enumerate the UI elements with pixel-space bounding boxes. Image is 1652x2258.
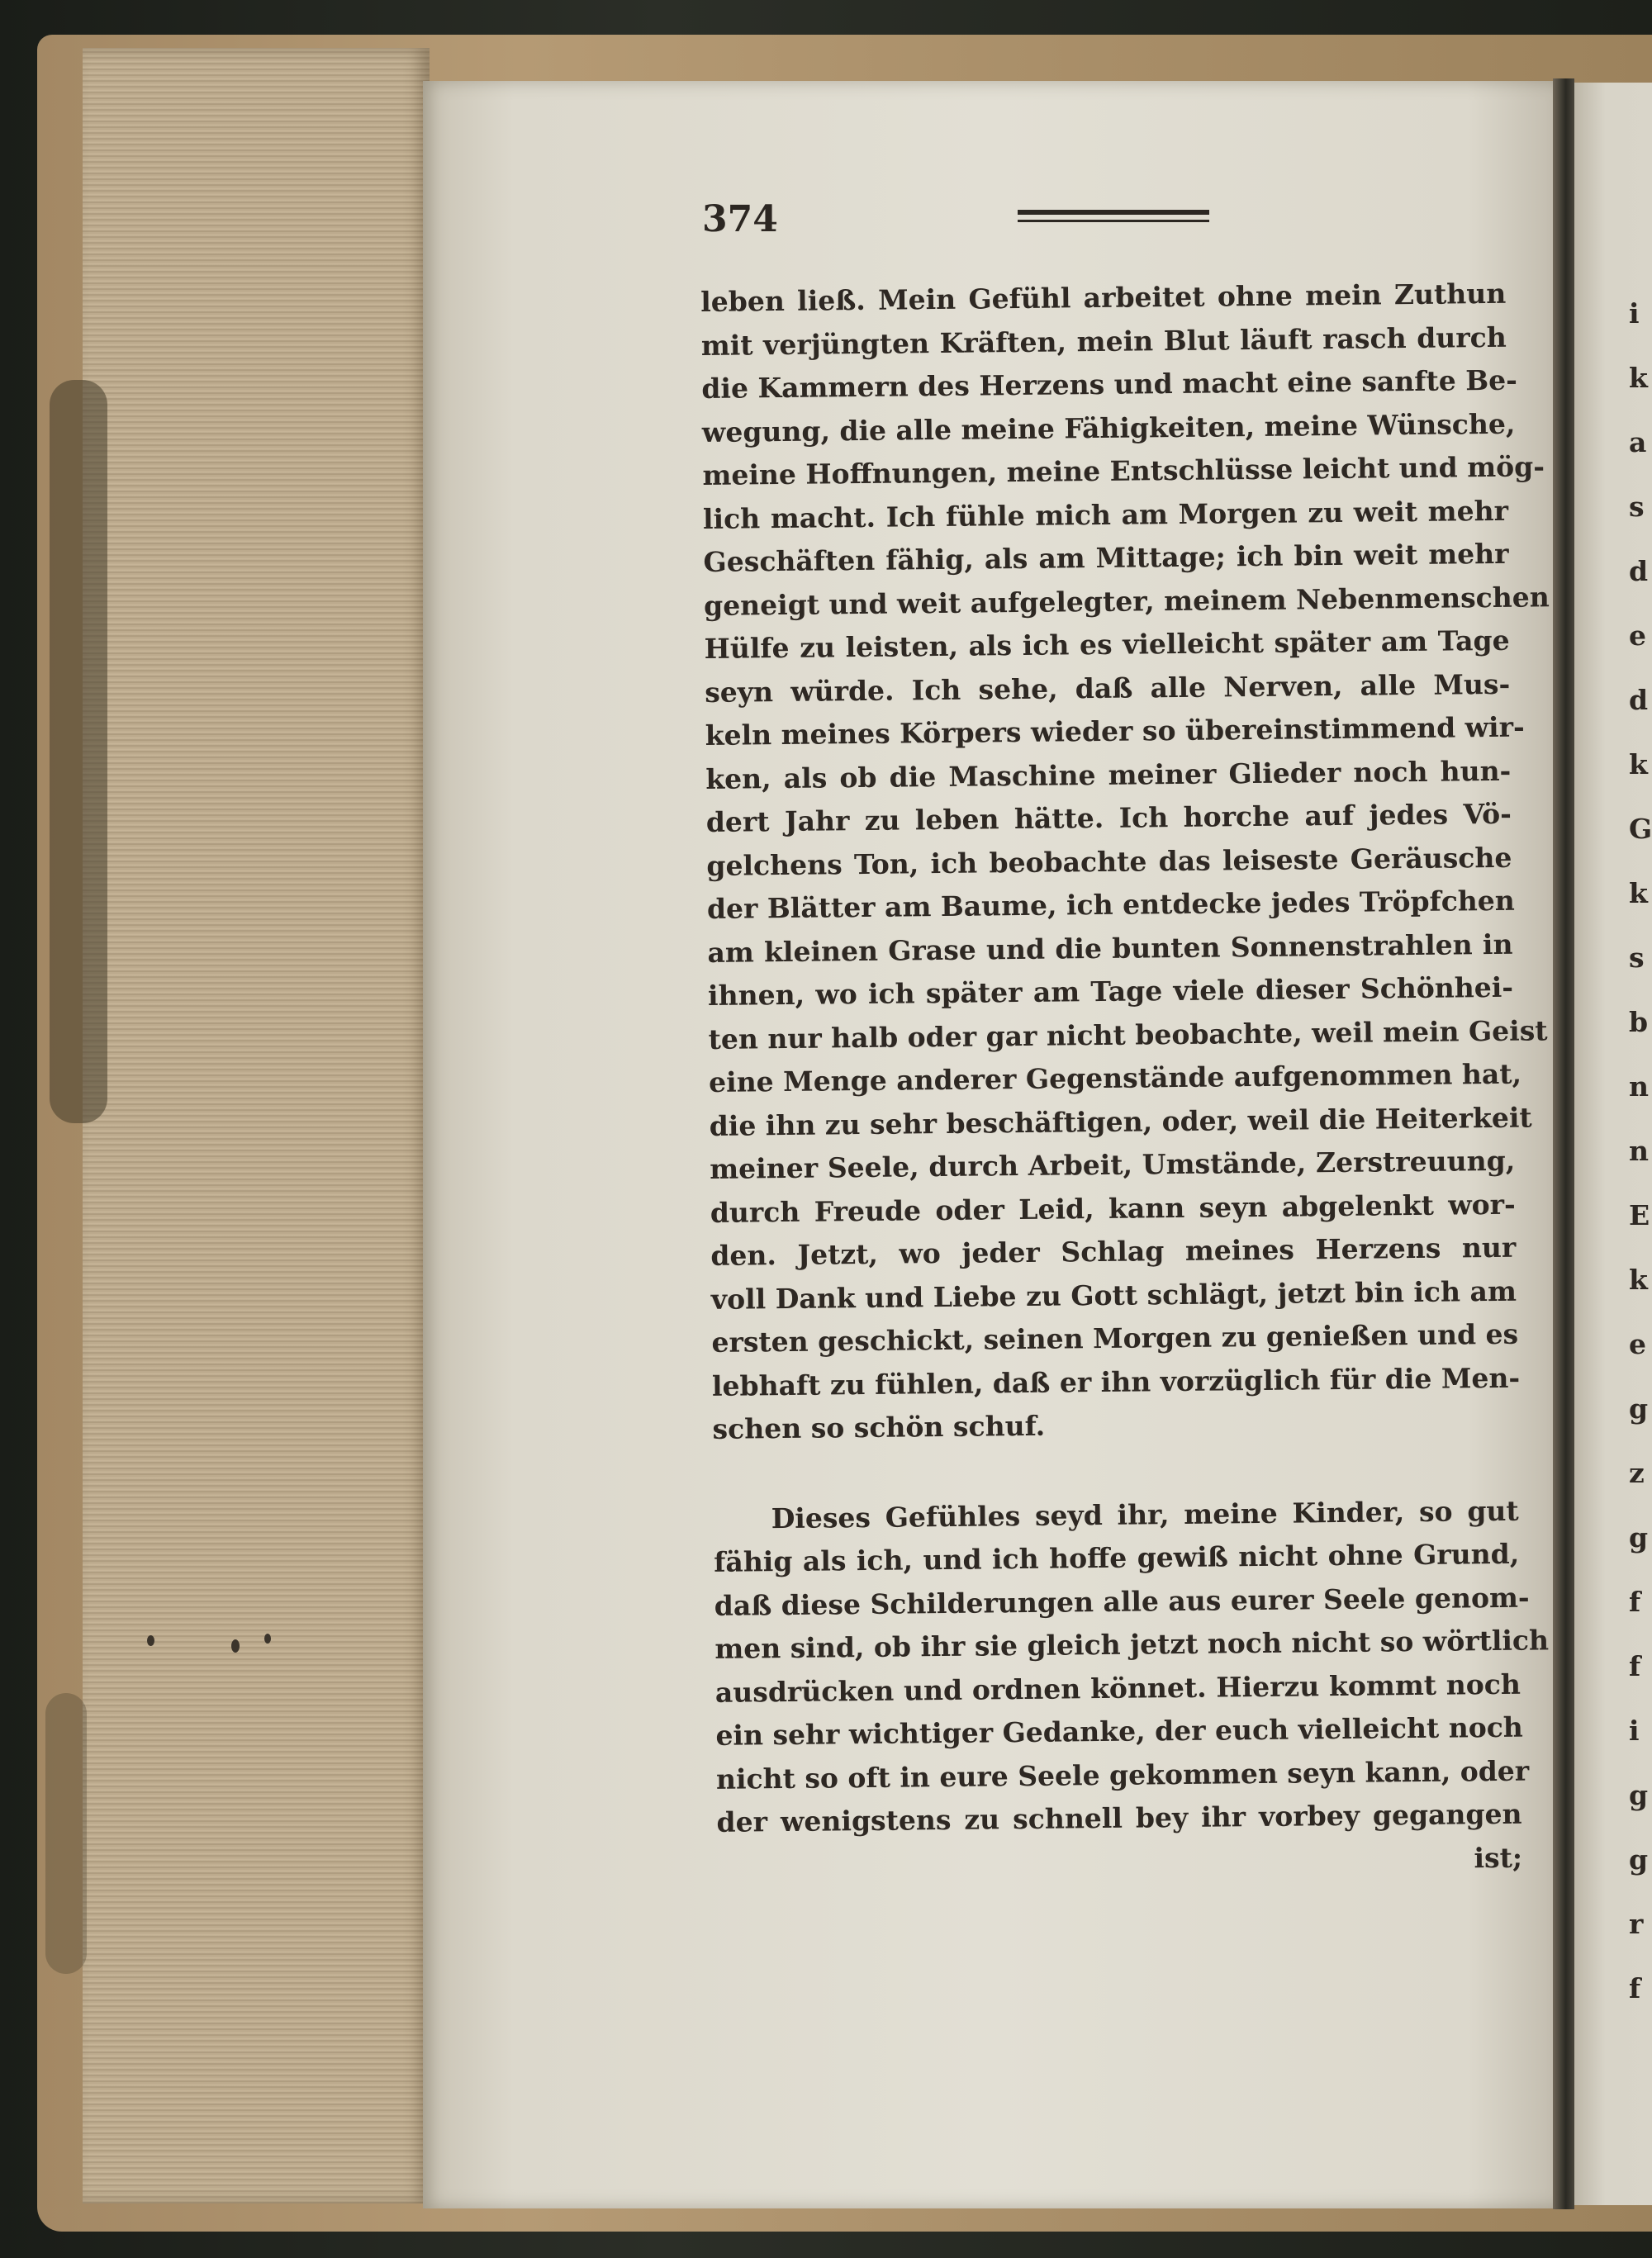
binding-dot [264,1634,271,1644]
text-line: leben ließ. Mein Gefühl arbeitet ohne mein Zuthun [700,277,1507,318]
catchword: ist; [1474,1841,1523,1874]
facing-page-letter: f [1629,1650,1641,1682]
facing-page-letter: k [1629,1264,1648,1296]
facing-page-letter: G [1629,813,1652,845]
facing-page-letter: k [1629,748,1648,780]
text-line: ersten geschickt, seinen Morgen zu genießen und es [711,1317,1519,1359]
facing-page-letter: f [1629,1972,1641,2004]
book-gutter [1553,78,1574,2209]
text-line: durch Freude oder Leid, kann seyn abgelenkt wor- [710,1188,1516,1229]
binding-dot [231,1639,240,1653]
text-line: Geschäften fähig, als am Mittage; ich bin weit mehr [703,537,1509,578]
text-line: eine Menge anderer Gegenstände aufgenommen hat, [708,1057,1522,1098]
facing-page-letter: s [1629,491,1645,523]
header-rule [1018,210,1209,215]
text-line: meine Hoffnungen, meine Entschlüsse leicht und mög- [702,450,1545,491]
text-line: nicht so oft in eure Seele gekommen seyn kann, oder [715,1754,1530,1795]
facing-page-letter: g [1629,1392,1649,1425]
facing-page-letter: s [1629,942,1645,974]
facing-page-letter: b [1629,1006,1649,1038]
text-line: geneigt und weit aufgelegter, meinem Nebenmenschen [703,580,1550,622]
facing-page-letter: n [1629,1135,1649,1167]
text-line: men sind, ob ihr sie gleich jetzt noch nicht so wörtlich [714,1624,1550,1665]
text-line: ein sehr wichtiger Gedanke, der euch vielleicht noch [715,1710,1524,1752]
text-line: der wenigstens zu schnell bey ihr vorbey gegangen [716,1797,1522,1838]
text-line: lebhaft zu fühlen, daß er ihn vorzüglich für die Men- [711,1361,1521,1402]
facing-page-letter: f [1629,1586,1641,1618]
text-line: ten nur halb oder gar nicht beobachte, weil mein Geist [708,1013,1548,1055]
text-line: wegung, die alle meine Fähigkeiten, meine Wünsche, [701,407,1516,448]
text-line: gelchens Ton, ich beobachte das leiseste Geräusche [706,841,1512,882]
text-line: lich macht. Ich fühle mich am Morgen zu weit mehr [702,494,1509,535]
text-line: seyn würde. Ich sehe, daß alle Nerven, alle Mus- [705,667,1511,709]
text-line: keln meines Körpers wieder so übereinstimmend wir- [705,710,1525,752]
text-line: ken, als ob die Maschine meiner Glieder noch hun- [705,754,1512,795]
facing-page-letter: E [1629,1199,1650,1231]
text-line: fähig als ich, und ich hoffe gewiß nicht ohne Grund, [714,1537,1520,1578]
facing-page-letter: r [1629,1908,1644,1940]
body-text [700,273,1550,1888]
facing-page-letter: i [1629,297,1640,330]
text-line: Hülfe zu leisten, als ich es vielleicht später am Tage [704,624,1510,665]
page-number: 374 [702,198,778,240]
text-line: schen so schön schuf. [712,1409,1046,1445]
text-line: mit verjüngten Kräften, mein Blut läuft rasch durch [700,320,1507,362]
text-line: ausdrücken und ordnen könnet. Hierzu kommt noch [714,1667,1521,1709]
facing-page-letter: i [1629,1715,1640,1747]
facing-page-letter: k [1629,877,1648,909]
text-line: den. Jetzt, wo jeder Schlag meines Herzens nur [710,1231,1517,1272]
text-line: am kleinen Grase und die bunten Sonnenstrahlen in [707,927,1513,969]
facing-page-letter: n [1629,1070,1649,1103]
text-line: der Blätter am Baume, ich entdecke jedes Tröpfchen [706,884,1516,925]
text-line: Dieses Gefühles seyd ihr, meine Kinder, so gut [771,1494,1519,1535]
facing-page-letter: g [1629,1521,1649,1554]
paragraph-gap [713,1443,1519,1497]
facing-page-letter: e [1629,1328,1646,1360]
facing-page-letter: d [1629,684,1649,716]
facing-page-letter: k [1629,362,1648,394]
facing-page-letter: e [1629,619,1646,652]
facing-page-letter: a [1629,426,1647,458]
facing-page-letter: g [1629,1779,1649,1811]
facing-page-letter: d [1629,555,1649,587]
text-line: die Kammern des Herzens und macht eine sanfte Be- [701,363,1518,405]
facing-page-letter: g [1629,1843,1649,1876]
cover-wear-mark-lower [45,1693,87,1974]
facing-page-letter: z [1629,1457,1645,1489]
text-line: die ihn zu sehr beschäftigen, oder, weil die Heiterkeit [709,1101,1532,1142]
text-line: meiner Seele, durch Arbeit, Umstände, Zerstreuung, [710,1144,1516,1185]
cover-wear-mark [50,380,107,1123]
text-line: dert Jahr zu leben hätte. Ich horche auf jedes Vö- [705,797,1512,838]
text-line: ihnen, wo ich später am Tage viele dieser Schönhei- [707,970,1514,1012]
page-block-edge [83,48,430,2203]
header-rule-thin [1018,220,1209,222]
text-line: daß diese Schilderungen alle aus eurer Seele genom- [714,1581,1530,1622]
binding-dot [147,1635,154,1646]
text-line: voll Dank und Liebe zu Gott schlägt, jetzt bin ich am [710,1274,1517,1316]
